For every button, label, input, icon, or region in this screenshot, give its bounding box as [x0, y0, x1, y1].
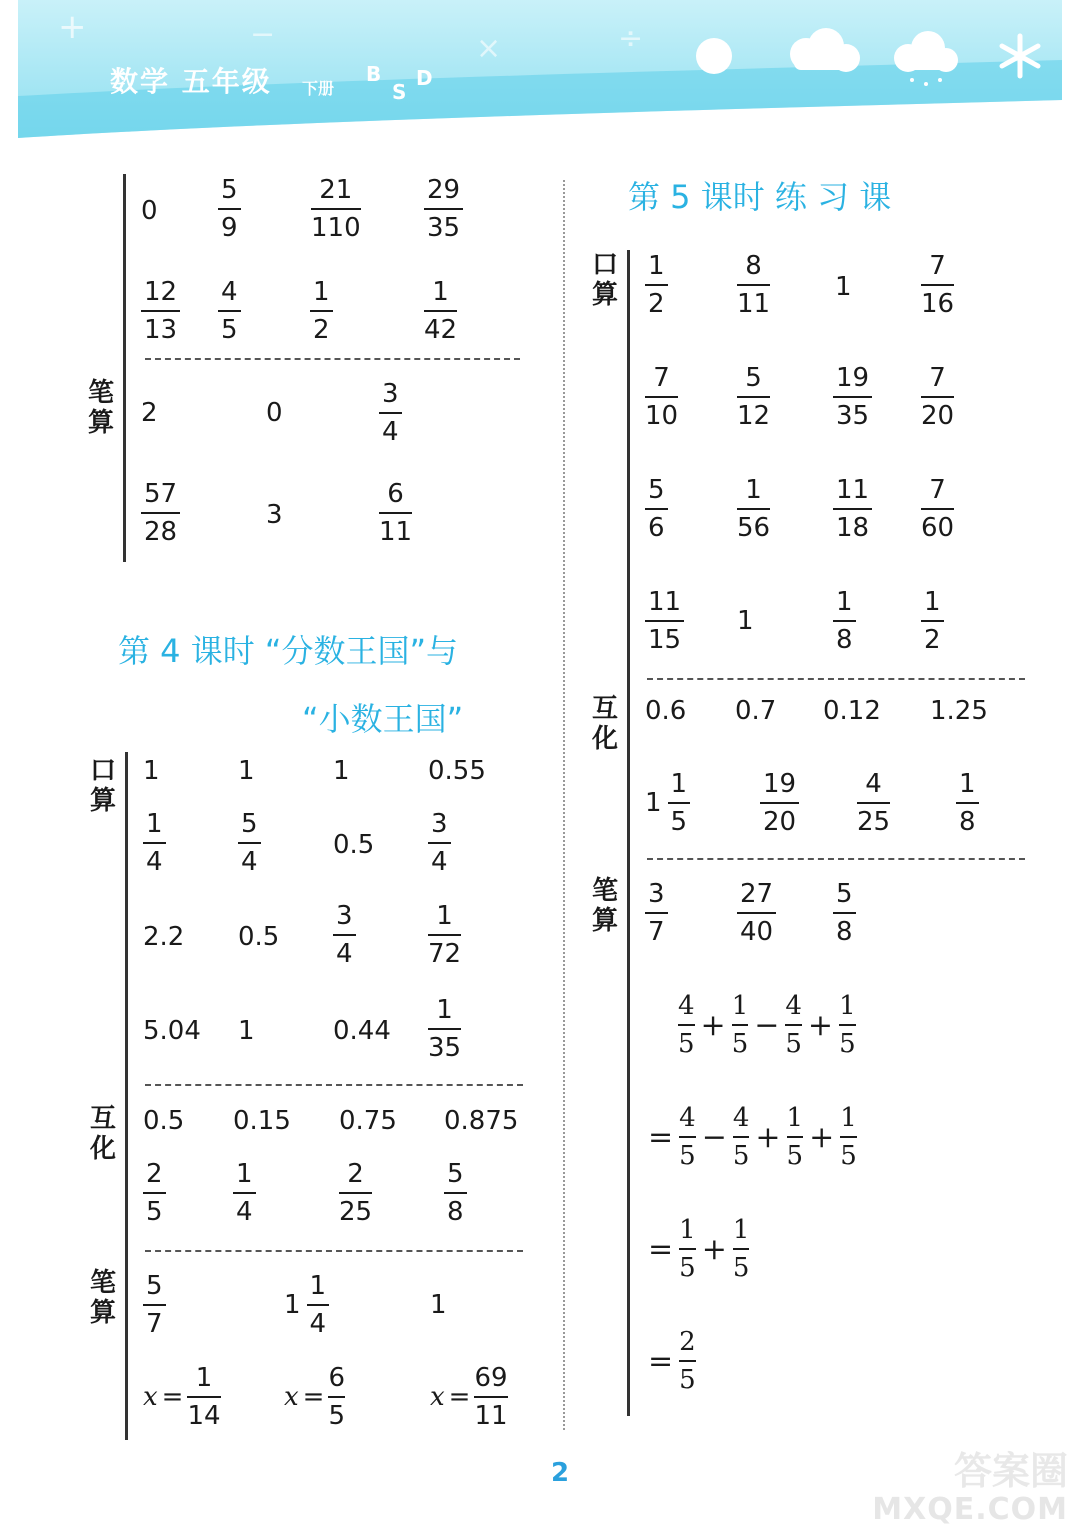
fraction: 4 5	[218, 276, 241, 346]
answer: 1	[143, 756, 160, 786]
answer: 0.5	[333, 830, 375, 860]
fraction: 21 110	[311, 175, 361, 243]
fraction: 7 10	[645, 363, 679, 431]
answer: 0.5	[143, 1106, 185, 1136]
answer: 1	[238, 1016, 255, 1046]
answer: 0.75	[339, 1106, 397, 1136]
fraction: 8 11	[737, 251, 771, 319]
fraction: 3 4	[333, 900, 356, 970]
dashed-separator	[145, 1250, 523, 1252]
fraction: 11 18	[833, 474, 872, 544]
fraction: 7 60	[921, 475, 955, 543]
fraction: 29 35	[424, 174, 463, 244]
fraction: 19 20	[760, 768, 799, 838]
fraction: 27 40	[737, 878, 776, 948]
answer: 0.875	[444, 1106, 519, 1136]
lesson4-title-line1: 第 4 课时 “分数王国”与	[118, 632, 459, 670]
fraction: 1 4	[143, 808, 166, 878]
watermark-logo: 答案圈	[953, 1449, 1068, 1493]
equation-x: x = 1 14	[143, 1363, 221, 1431]
svg-text:÷: ÷	[618, 21, 644, 56]
answer: 1	[238, 756, 255, 786]
answer: 0.6	[645, 696, 687, 726]
answer: 0	[266, 398, 283, 428]
fraction: 5 7	[143, 1270, 166, 1340]
fraction: 1 2	[310, 276, 333, 346]
calc-step-1: 4 5 + 1 5 − 4 5 + 1 5	[678, 991, 856, 1059]
answer: 0.15	[233, 1106, 291, 1136]
fraction: 1 8	[833, 586, 856, 656]
fraction: 3 7	[645, 878, 668, 948]
calc-step-2: = 4 5 − 4 5 + 1 5 + 1 5	[648, 1103, 857, 1171]
answer: 1	[430, 1290, 447, 1320]
top-written-label: 笔 算	[87, 378, 114, 438]
fraction: 5 8	[833, 878, 856, 948]
answer: 0.44	[333, 1016, 391, 1046]
dashed-separator	[145, 1084, 523, 1086]
fraction: 7 20	[921, 363, 955, 431]
answer: 1	[333, 756, 350, 786]
answer: 1	[737, 606, 754, 636]
fraction: 5 6	[645, 474, 668, 544]
fraction: 1 2	[645, 250, 668, 320]
lesson4-oral-label: 口 算	[89, 756, 116, 816]
fraction: 3 4	[379, 378, 402, 448]
svg-text:−: −	[250, 17, 276, 52]
fraction: 3 4	[428, 808, 451, 878]
fraction: 6 11	[379, 479, 413, 547]
fraction: 5 4	[238, 808, 261, 878]
lesson5-title: 第 5 课时 练 习 课	[628, 178, 892, 216]
equation-x: x = 69 11	[430, 1363, 508, 1431]
answer: 2.2	[143, 922, 185, 952]
lesson5-vline	[627, 250, 630, 1416]
fraction: 57 28	[141, 478, 180, 548]
dashed-separator	[145, 358, 520, 360]
answer: 0.55	[428, 756, 486, 786]
svg-text:×: ×	[476, 31, 502, 66]
fraction: 1 42	[424, 277, 458, 345]
fraction: 1 2	[921, 586, 944, 656]
answer: 5.04	[143, 1016, 201, 1046]
column-divider	[563, 180, 565, 1430]
answer: 2	[141, 398, 158, 428]
answer: 0.7	[735, 696, 777, 726]
fraction: 5 8	[444, 1158, 467, 1228]
volume-label: 下册	[302, 79, 335, 98]
lesson5-convert-label: 互 化	[591, 694, 618, 754]
badge-letter-s: S	[392, 80, 407, 104]
lesson4-title-line2: “小数王国”	[302, 700, 464, 738]
fraction: 12 13	[141, 276, 180, 346]
top-block-vline	[123, 174, 126, 562]
equation-x: x = 6 5	[284, 1363, 346, 1431]
lesson5-written-label: 笔 算	[591, 876, 618, 936]
badge-letter-d: D	[416, 66, 433, 90]
lesson4-written-label: 笔 算	[89, 1268, 116, 1328]
fraction: 5 9	[218, 174, 241, 244]
fraction: 1 8	[956, 768, 979, 838]
calc-step-3: = 1 5 + 1 5	[648, 1215, 750, 1283]
fraction: 11 15	[645, 586, 684, 656]
fraction: 4 25	[857, 769, 891, 837]
answer: 1	[835, 272, 852, 302]
badge-letter-b: B	[366, 62, 382, 86]
mixed-number: 1 1 5	[645, 768, 690, 838]
answer: 3	[266, 500, 283, 530]
header-banner	[0, 0, 1082, 140]
page-number: 2	[551, 1458, 570, 1488]
fraction: 19 35	[833, 362, 872, 432]
answer: 1.25	[930, 696, 988, 726]
fraction: 2 25	[339, 1159, 373, 1227]
lesson5-oral-label: 口 算	[591, 250, 618, 310]
fraction: 7 16	[921, 251, 955, 319]
answer: 0.5	[238, 922, 280, 952]
dashed-separator	[647, 678, 1025, 680]
fraction: 2 5	[143, 1158, 166, 1228]
fraction: 1 72	[428, 901, 462, 969]
lesson4-convert-label: 互 化	[89, 1104, 116, 1164]
dashed-separator	[647, 858, 1025, 860]
calc-step-4: = 2 5	[648, 1327, 696, 1395]
fraction: 1 4	[233, 1158, 256, 1228]
fraction: 5 12	[737, 363, 771, 431]
answer: 0.12	[823, 696, 881, 726]
lesson4-vline	[125, 752, 128, 1440]
subject-grade-title: 数学 五年级	[110, 65, 272, 98]
answer: 0	[141, 196, 158, 226]
mixed-number: 1 1 4	[284, 1270, 329, 1340]
fraction: 1 56	[737, 475, 771, 543]
fraction: 1 35	[428, 995, 462, 1063]
watermark-url: MXQE.COM	[872, 1492, 1068, 1527]
svg-text:+: +	[58, 7, 87, 47]
